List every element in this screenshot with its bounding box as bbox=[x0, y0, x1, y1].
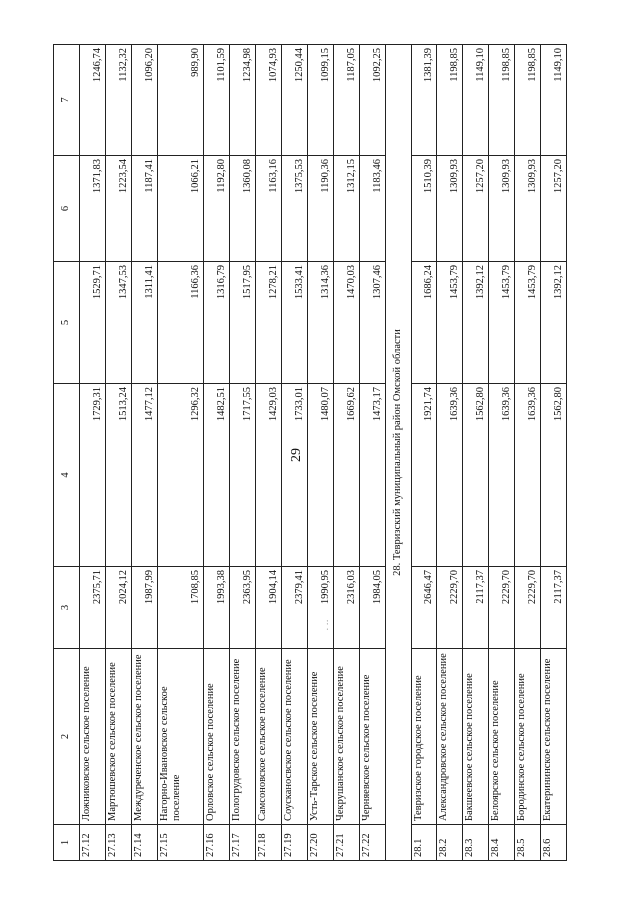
tariff-value: 1392,12 bbox=[463, 262, 489, 384]
table-row bbox=[411, 45, 437, 861]
section-row bbox=[385, 45, 411, 861]
settlement-name: Бородинское сельское поселение bbox=[515, 649, 541, 825]
table-row bbox=[541, 45, 567, 861]
tariff-value: 2024,12 bbox=[105, 567, 131, 649]
tariff-value: 1234,98 bbox=[230, 45, 256, 156]
row-code: 27.14 bbox=[131, 825, 157, 861]
tariff-value: 1347,53 bbox=[105, 262, 131, 384]
row-code: 27.19 bbox=[281, 825, 307, 861]
tariff-value: 1307,46 bbox=[359, 262, 385, 384]
table-row bbox=[281, 45, 307, 861]
tariff-value: 1198,85 bbox=[515, 45, 541, 156]
tariff-value: 1904,14 bbox=[256, 567, 282, 649]
settlement-name: Самсоновское сельское поселение bbox=[256, 649, 282, 825]
settlement-name: Чекрушанское сельское поселение bbox=[333, 649, 359, 825]
column-header: 1 bbox=[54, 825, 80, 861]
tariff-value: 1529,71 bbox=[79, 262, 105, 384]
tariff-value: 1729,31 bbox=[79, 384, 105, 567]
tariff-value: 1375,53 bbox=[281, 156, 307, 262]
tariff-value: 2229,70 bbox=[515, 567, 541, 649]
tariff-value: 1429,03 bbox=[256, 384, 282, 567]
tariff-value: 1562,80 bbox=[541, 384, 567, 567]
tariff-value: 1132,32 bbox=[105, 45, 131, 156]
tariff-value: 1096,20 bbox=[131, 45, 157, 156]
column-header: 4 bbox=[54, 384, 80, 567]
table-body bbox=[54, 45, 567, 861]
tariff-value: 1192,80 bbox=[204, 156, 230, 262]
tariff-value: 2316,03 bbox=[333, 567, 359, 649]
table-row bbox=[489, 45, 515, 861]
tariff-value: 1223,54 bbox=[105, 156, 131, 262]
column-header: 3 bbox=[54, 567, 80, 649]
settlement-name: Александровское сельское поселение bbox=[437, 649, 463, 825]
table-row bbox=[333, 45, 359, 861]
table-row bbox=[463, 45, 489, 861]
tariff-value: 1149,10 bbox=[541, 45, 567, 156]
tariff-value: 1371,83 bbox=[79, 156, 105, 262]
row-code: 27.21 bbox=[333, 825, 359, 861]
tariff-value: 2229,70 bbox=[489, 567, 515, 649]
tariff-value: 1708,85 bbox=[157, 567, 204, 649]
table-row bbox=[79, 45, 105, 861]
column-header: 6 bbox=[54, 156, 80, 262]
tariff-value: 1533,41 bbox=[281, 262, 307, 384]
tariff-value: 1187,05 bbox=[333, 45, 359, 156]
table-row bbox=[515, 45, 541, 861]
table-row bbox=[157, 45, 204, 861]
tariff-value: 1183,46 bbox=[359, 156, 385, 262]
tariff-value: 1733,01 bbox=[281, 384, 307, 567]
tariff-value: 1246,74 bbox=[79, 45, 105, 156]
tariff-value: 1470,03 bbox=[333, 262, 359, 384]
table-row bbox=[359, 45, 385, 861]
table-row bbox=[437, 45, 463, 861]
table-row bbox=[307, 45, 333, 861]
column-header: 7 bbox=[54, 45, 80, 156]
tariff-value: 2646,47 bbox=[411, 567, 437, 649]
table-row bbox=[256, 45, 282, 861]
tariff-value: 1257,20 bbox=[541, 156, 567, 262]
tariff-value: 1314,36 bbox=[307, 262, 333, 384]
tariff-value: 1639,36 bbox=[515, 384, 541, 567]
settlement-name: Орловское сельское поселение bbox=[204, 649, 230, 825]
tariff-value: 1477,12 bbox=[131, 384, 157, 567]
settlement-name: Усть-Тарское сельское поселение bbox=[307, 649, 333, 825]
tariff-value: 1074,93 bbox=[256, 45, 282, 156]
tariff-value: 2229,70 bbox=[437, 567, 463, 649]
row-code: 27.13 bbox=[105, 825, 131, 861]
tariff-value: 1993,38 bbox=[204, 567, 230, 649]
row-code: 28.4 bbox=[489, 825, 515, 861]
tariff-value: 1360,08 bbox=[230, 156, 256, 262]
table-row bbox=[131, 45, 157, 861]
row-code: 28.2 bbox=[437, 825, 463, 861]
tariff-value: 1101,59 bbox=[204, 45, 230, 156]
settlement-name: Белоярское сельское поселение bbox=[489, 649, 515, 825]
column-header: 5 bbox=[54, 262, 80, 384]
tariff-value: 1639,36 bbox=[489, 384, 515, 567]
tariff-value: 1921,74 bbox=[411, 384, 437, 567]
row-code: 28.6 bbox=[541, 825, 567, 861]
table-row bbox=[204, 45, 230, 861]
tariff-value: 1166,36 bbox=[157, 262, 204, 384]
table-row bbox=[230, 45, 256, 861]
tariff-value: 1562,80 bbox=[463, 384, 489, 567]
tariff-value: 2117,37 bbox=[541, 567, 567, 649]
tariff-value: 1482,51 bbox=[204, 384, 230, 567]
tariff-value: 1309,93 bbox=[437, 156, 463, 262]
tariff-value: 1381,39 bbox=[411, 45, 437, 156]
table-row bbox=[105, 45, 131, 861]
column-header: 2 bbox=[54, 649, 80, 825]
tariff-value: 1473,17 bbox=[359, 384, 385, 567]
tariff-value: 1311,41 bbox=[131, 262, 157, 384]
tariff-value: 1987,99 bbox=[131, 567, 157, 649]
tariff-value: 2363,95 bbox=[230, 567, 256, 649]
section-title: 28. Тевризский муниципальный район Омской области bbox=[385, 45, 411, 861]
row-code: 27.18 bbox=[256, 825, 282, 861]
tariff-value: 1453,79 bbox=[515, 262, 541, 384]
tariff-value: 1163,16 bbox=[256, 156, 282, 262]
tariff-value: 1392,12 bbox=[541, 262, 567, 384]
tariff-value: 1198,85 bbox=[437, 45, 463, 156]
tariff-value: 1453,79 bbox=[489, 262, 515, 384]
row-code: 28.5 bbox=[515, 825, 541, 861]
tariff-value: 1309,93 bbox=[489, 156, 515, 262]
settlement-name: Нагорно-Ивановское сельское поселение bbox=[157, 649, 204, 825]
tariff-value: 1510,39 bbox=[411, 156, 437, 262]
settlement-name: Екатерининское сельское поселение bbox=[541, 649, 567, 825]
row-code: 27.16 bbox=[204, 825, 230, 861]
page-number: 29 bbox=[289, 448, 304, 462]
tariff-value: 2375,71 bbox=[79, 567, 105, 649]
settlement-name: Бакшеевское сельское поселение bbox=[463, 649, 489, 825]
tariff-value: 1296,32 bbox=[157, 384, 204, 567]
tariff-value: 1190,36 bbox=[307, 156, 333, 262]
tariff-value: 1099,15 bbox=[307, 45, 333, 156]
settlement-name: Черняевское сельское поселение bbox=[359, 649, 385, 825]
tariff-value: 1717,55 bbox=[230, 384, 256, 567]
tariff-value: 1278,21 bbox=[256, 262, 282, 384]
row-code: 27.12 bbox=[79, 825, 105, 861]
settlement-name: Пологрудовское сельское поселение bbox=[230, 649, 256, 825]
tariff-value: 1149,10 bbox=[463, 45, 489, 156]
tariff-value: 1513,24 bbox=[105, 384, 131, 567]
tariff-value: 1990,95 bbox=[307, 567, 333, 649]
tariff-value: 1984,05 bbox=[359, 567, 385, 649]
row-code: 27.15 bbox=[157, 825, 204, 861]
row-code: 27.22 bbox=[359, 825, 385, 861]
tariff-value: 1257,20 bbox=[463, 156, 489, 262]
tariff-value: 1309,93 bbox=[515, 156, 541, 262]
settlement-name: Междуреченское сельское поселение bbox=[131, 649, 157, 825]
row-code: 27.17 bbox=[230, 825, 256, 861]
settlement-name: Ложниковское сельское поселение bbox=[79, 649, 105, 825]
tariff-value: 2379,41 bbox=[281, 567, 307, 649]
tariff-table bbox=[53, 44, 567, 861]
tariff-value: 1092,25 bbox=[359, 45, 385, 156]
scan-mark: · ·· bbox=[322, 619, 333, 631]
header-row bbox=[54, 45, 80, 861]
tariff-value: 1250,44 bbox=[281, 45, 307, 156]
tariff-value: 1187,41 bbox=[131, 156, 157, 262]
tariff-value: 989,90 bbox=[157, 45, 204, 156]
tariff-value: 1480,07 bbox=[307, 384, 333, 567]
tariff-table-rotated bbox=[53, 45, 567, 861]
tariff-value: 2117,37 bbox=[463, 567, 489, 649]
tariff-value: 1686,24 bbox=[411, 262, 437, 384]
settlement-name: Тевризское городское поселение bbox=[411, 649, 437, 825]
tariff-value: 1066,21 bbox=[157, 156, 204, 262]
row-code: 28.3 bbox=[463, 825, 489, 861]
tariff-value: 1316,79 bbox=[204, 262, 230, 384]
tariff-value: 1639,36 bbox=[437, 384, 463, 567]
tariff-value: 1453,79 bbox=[437, 262, 463, 384]
row-code: 28.1 bbox=[411, 825, 437, 861]
settlement-name: Мартюшевское сельское поселение bbox=[105, 649, 131, 825]
settlement-name: Соусканосвское сельское поселение bbox=[281, 649, 307, 825]
row-code: 27.20 bbox=[307, 825, 333, 861]
tariff-value: 1312,15 bbox=[333, 156, 359, 262]
tariff-value: 1198,85 bbox=[489, 45, 515, 156]
tariff-value: 1669,62 bbox=[333, 384, 359, 567]
tariff-value: 1517,95 bbox=[230, 262, 256, 384]
